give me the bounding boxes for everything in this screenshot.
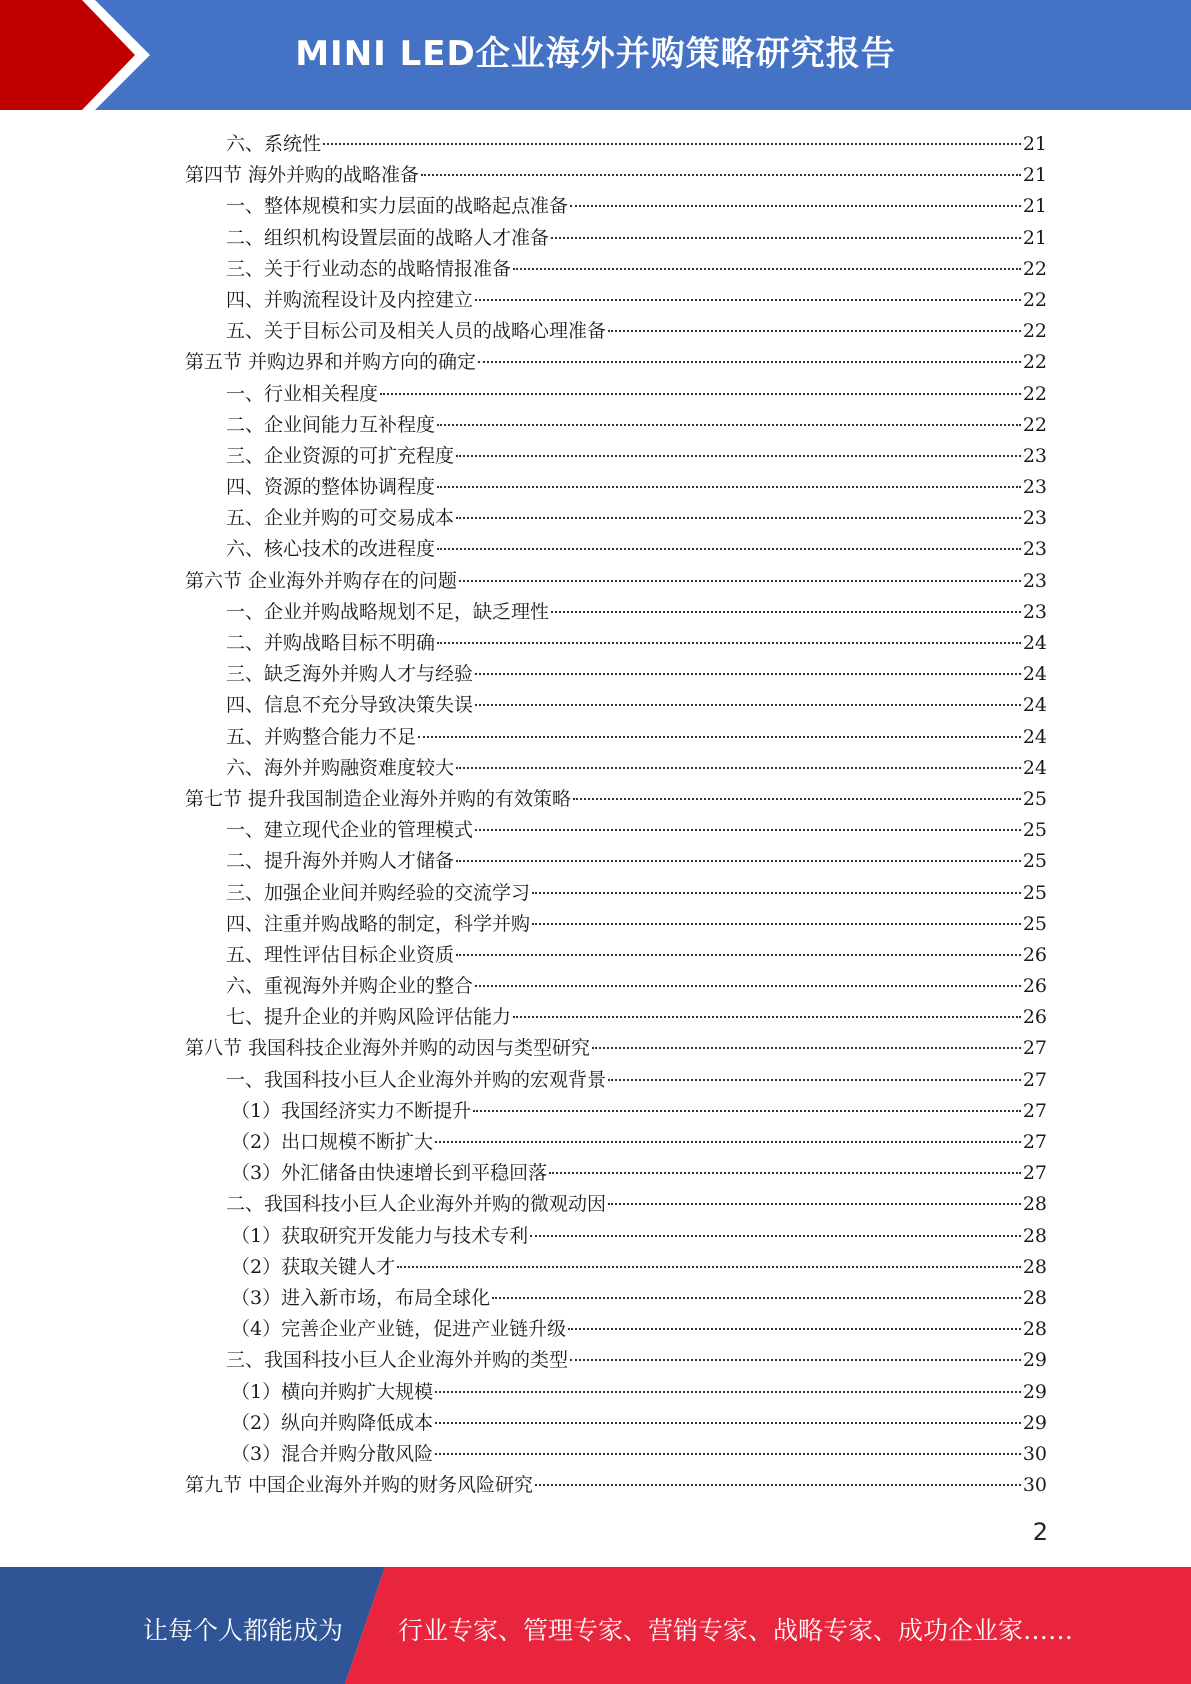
- toc-entry-label: 四、资源的整体协调程度: [226, 476, 436, 499]
- toc-entry[interactable]: [185, 846, 1047, 877]
- toc-dot-leader: [570, 205, 1021, 207]
- toc-entry-label: （3）外汇储备由快速增长到平稳回落: [231, 1162, 548, 1185]
- toc-entry-page: 22: [1022, 257, 1047, 280]
- toc-dot-leader: [456, 767, 1021, 769]
- toc-entry[interactable]: [185, 1127, 1047, 1158]
- toc-entry-label: 二、提升海外并购人才储备: [226, 850, 455, 873]
- toc-section-entry[interactable]: [185, 1470, 1047, 1501]
- toc-entry-label: 五、企业并购的可交易成本: [226, 507, 455, 530]
- toc-entry-label: 四、并购流程设计及内控建立: [226, 288, 474, 311]
- toc-dot-leader: [492, 1297, 1021, 1299]
- toc-dot-leader: [456, 860, 1021, 862]
- toc-dot-leader: [459, 580, 1021, 582]
- toc-dot-leader: [475, 985, 1021, 987]
- toc-dot-leader: [513, 268, 1021, 270]
- toc-entry-label: 一、企业并购战略规划不足，缺乏理性: [226, 600, 550, 623]
- toc-entry[interactable]: [185, 1408, 1047, 1439]
- toc-entry-page: 21: [1022, 226, 1047, 249]
- toc-section-entry[interactable]: [185, 784, 1047, 815]
- toc-entry-page: 22: [1022, 413, 1047, 436]
- toc-dot-leader: [437, 424, 1021, 426]
- toc-dot-leader: [437, 486, 1021, 488]
- toc-entry[interactable]: [185, 628, 1047, 659]
- toc-entry-label: 一、整体规模和实力层面的战略起点准备: [226, 195, 569, 218]
- toc-entry-label: （2）出口规模不断扩大: [231, 1131, 434, 1153]
- toc-entry-page: 24: [1022, 632, 1047, 654]
- toc-entry-page: 29: [1022, 1411, 1047, 1434]
- toc-entry[interactable]: [185, 1314, 1047, 1345]
- toc-dot-leader: [573, 798, 1021, 800]
- toc-entry-label: 第九节 中国企业海外并购的财务风险研究: [185, 1474, 534, 1497]
- toc-entry-page: 29: [1022, 1380, 1047, 1403]
- toc-entry-page: 26: [1022, 943, 1047, 966]
- toc-entry[interactable]: [185, 940, 1047, 971]
- toc-dot-leader: [456, 517, 1021, 519]
- toc-entry-page: 28: [1022, 1224, 1047, 1247]
- toc-entry[interactable]: [185, 441, 1047, 472]
- toc-entry-page: 25: [1022, 819, 1047, 842]
- toc-dot-leader: [608, 330, 1021, 332]
- toc-entry-page: 27: [1022, 1037, 1047, 1060]
- toc-entry-page: 23: [1022, 444, 1047, 467]
- toc-entry-page: 24: [1022, 694, 1047, 717]
- toc-entry-page: 28: [1022, 1193, 1047, 1216]
- toc-entry-label: 七、提升企业的并购风险评估能力: [226, 1006, 512, 1029]
- toc-entry-label: （3）进入新市场，布局全球化: [231, 1286, 491, 1309]
- toc-section-entry[interactable]: [185, 347, 1047, 378]
- toc-entry-label: 一、我国科技小巨人企业海外并购的宏观背景: [226, 1068, 607, 1091]
- toc-entry-label: （1）横向并购扩大规模: [231, 1380, 434, 1403]
- toc-entry-page: 28: [1022, 1255, 1047, 1278]
- toc-entry-label: 第七节 提升我国制造企业海外并购的有效策略: [185, 787, 572, 810]
- toc-entry[interactable]: [185, 1158, 1047, 1189]
- toc-entry[interactable]: [185, 534, 1047, 565]
- toc-dot-leader: [592, 1047, 1021, 1049]
- toc-entry[interactable]: [185, 254, 1047, 285]
- toc-entry-label: 一、行业相关程度: [226, 382, 379, 405]
- toc-dot-leader: [397, 1266, 1021, 1268]
- toc-dot-leader: [478, 361, 1021, 363]
- toc-entry-label: 四、信息不充分导致决策失误: [226, 694, 474, 717]
- toc-entry[interactable]: [185, 1189, 1047, 1220]
- toc-entry[interactable]: [185, 191, 1047, 222]
- toc-entry-label: 一、建立现代企业的管理模式: [226, 819, 474, 842]
- toc-entry-page: 25: [1022, 881, 1047, 904]
- toc-dot-leader: [421, 174, 1021, 176]
- toc-dot-leader: [473, 1110, 1021, 1112]
- toc-entry[interactable]: [185, 722, 1047, 753]
- toc-entry-label: 三、关于行业动态的战略情报准备: [226, 257, 512, 280]
- toc-entry-label: （3）混合并购分散风险: [231, 1442, 434, 1465]
- report-title: MINI LED企业海外并购策略研究报告: [295, 34, 896, 74]
- toc-entry-page: 22: [1022, 351, 1047, 374]
- toc-entry-page: 21: [1022, 133, 1047, 155]
- toc-entry-page: 27: [1022, 1068, 1047, 1091]
- toc-entry[interactable]: [185, 1002, 1047, 1033]
- toc-entry[interactable]: [185, 971, 1047, 1002]
- toc-entry-label: 五、理性评估目标企业资质: [226, 943, 455, 966]
- toc-entry-page: 26: [1022, 975, 1047, 998]
- toc-entry[interactable]: [185, 285, 1047, 316]
- toc-entry-label: 六、重视海外并购企业的整合: [226, 975, 474, 998]
- toc-entry-page: 22: [1022, 288, 1047, 311]
- toc-entry-label: 三、我国科技小巨人企业海外并购的类型: [226, 1349, 569, 1372]
- toc-dot-leader: [418, 736, 1021, 738]
- toc-entry-page: 23: [1022, 600, 1047, 623]
- toc-entry-page: 29: [1022, 1349, 1047, 1372]
- toc-dot-leader: [437, 548, 1021, 550]
- toc-entry-label: 六、系统性: [226, 133, 322, 155]
- toc-dot-leader: [570, 1359, 1021, 1361]
- toc-entry-label: 六、海外并购融资难度较大: [226, 756, 455, 779]
- toc-entry-page: 28: [1022, 1286, 1047, 1309]
- toc-entry-label: 五、关于目标公司及相关人员的战略心理准备: [226, 320, 607, 343]
- toc-entry-label: 四、注重并购战略的制定，科学并购: [226, 912, 531, 935]
- toc-dot-leader: [437, 642, 1021, 644]
- toc-section-entry[interactable]: [185, 566, 1047, 597]
- toc-entry-label: 二、组织机构设置层面的战略人才准备: [226, 226, 550, 249]
- toc-entry[interactable]: [185, 753, 1047, 784]
- toc-entry-label: 第八节 我国科技企业海外并购的动因与类型研究: [185, 1037, 591, 1060]
- toc-entry-label: 二、并购战略目标不明确: [226, 632, 436, 654]
- toc-dot-leader: [323, 143, 1021, 145]
- toc-section-entry[interactable]: [185, 1033, 1047, 1064]
- toc-entry-page: 25: [1022, 787, 1047, 810]
- toc-entry-page: 27: [1022, 1162, 1047, 1185]
- toc-dot-leader: [435, 1141, 1021, 1143]
- toc-entry[interactable]: [185, 909, 1047, 940]
- toc-dot-leader: [551, 611, 1021, 613]
- toc-entry-page: 25: [1022, 850, 1047, 873]
- toc-entry[interactable]: [185, 1345, 1047, 1376]
- toc-entry-label: （1）获取研究开发能力与技术专利: [231, 1224, 529, 1247]
- toc-entry-page: 22: [1022, 320, 1047, 343]
- toc-dot-leader: [608, 1203, 1021, 1205]
- toc-entry-page: 25: [1022, 912, 1047, 935]
- toc-entry-label: 第六节 企业海外并购存在的问题: [185, 569, 458, 592]
- toc-entry-page: 22: [1022, 382, 1047, 405]
- toc-entry-label: 三、加强企业间并购经验的交流学习: [226, 881, 531, 904]
- toc-dot-leader: [530, 1235, 1021, 1237]
- toc-dot-leader: [535, 1484, 1021, 1486]
- toc-entry-page: 23: [1022, 507, 1047, 530]
- toc-dot-leader: [513, 1016, 1021, 1018]
- toc-entry[interactable]: [185, 690, 1047, 721]
- toc-entry-page: 27: [1022, 1131, 1047, 1153]
- toc-entry-label: 第五节 并购边界和并购方向的确定: [185, 351, 477, 374]
- toc-entry-label: 六、核心技术的改进程度: [226, 538, 436, 561]
- toc-dot-leader: [435, 1453, 1021, 1455]
- toc-section-entry[interactable]: [185, 160, 1047, 191]
- toc-entry[interactable]: [185, 472, 1047, 503]
- page-footer: [0, 1567, 1191, 1684]
- toc-entry[interactable]: [185, 379, 1047, 410]
- toc-entry-page: 28: [1022, 1318, 1047, 1341]
- page-number: 2: [1032, 1518, 1048, 1546]
- toc-dot-leader: [475, 829, 1021, 831]
- toc-dot-leader: [551, 237, 1021, 239]
- toc-entry-label: 五、并购整合能力不足: [226, 725, 417, 748]
- toc-entry-page: 30: [1022, 1474, 1047, 1497]
- toc-entry[interactable]: [185, 1065, 1047, 1096]
- toc-entry-page: 27: [1022, 1099, 1047, 1122]
- toc-entry-label: （1）我国经济实力不断提升: [231, 1099, 472, 1122]
- toc-entry-page: 21: [1022, 164, 1047, 187]
- toc-dot-leader: [435, 1422, 1021, 1424]
- toc-entry-label: 三、企业资源的可扩充程度: [226, 444, 455, 467]
- toc-entry-label: （4）完善企业产业链，促进产业链升级: [231, 1318, 567, 1341]
- toc-entry-page: 23: [1022, 476, 1047, 499]
- footer-slogan-left: 让每个人都能成为: [143, 1616, 344, 1645]
- toc-entry[interactable]: [185, 503, 1047, 534]
- toc-dot-leader: [532, 923, 1021, 925]
- toc-entry[interactable]: [185, 1096, 1047, 1127]
- footer-slogan-right: 行业专家、管理专家、营销专家、战略专家、成功企业家……: [398, 1616, 1074, 1645]
- toc-entry[interactable]: [185, 597, 1047, 628]
- toc-entry[interactable]: [185, 129, 1047, 160]
- toc-dot-leader: [608, 1079, 1021, 1081]
- toc-entry-page: 21: [1022, 195, 1047, 218]
- table-of-contents: [185, 129, 1047, 1501]
- toc-entry-label: 三、缺乏海外并购人才与经验: [226, 663, 474, 686]
- toc-entry[interactable]: [185, 1252, 1047, 1283]
- toc-dot-leader: [435, 1391, 1021, 1393]
- toc-entry-page: 24: [1022, 756, 1047, 779]
- toc-entry-page: 24: [1022, 725, 1047, 748]
- toc-entry[interactable]: [185, 1377, 1047, 1408]
- toc-entry[interactable]: [185, 878, 1047, 909]
- toc-dot-leader: [456, 455, 1021, 457]
- toc-dot-leader: [380, 393, 1021, 395]
- toc-entry-page: 23: [1022, 538, 1047, 561]
- toc-entry-label: （2）获取关键人才: [231, 1255, 396, 1278]
- toc-entry-page: 26: [1022, 1006, 1047, 1029]
- toc-entry[interactable]: [185, 316, 1047, 347]
- toc-entry[interactable]: [185, 815, 1047, 846]
- toc-entry[interactable]: [185, 1283, 1047, 1314]
- toc-entry-page: 23: [1022, 569, 1047, 592]
- toc-entry-label: 第四节 海外并购的战略准备: [185, 164, 420, 187]
- toc-dot-leader: [475, 299, 1021, 301]
- toc-entry[interactable]: [185, 223, 1047, 254]
- toc-dot-leader: [532, 892, 1021, 894]
- toc-entry[interactable]: [185, 410, 1047, 441]
- page-header: [0, 0, 1191, 110]
- toc-dot-leader: [568, 1328, 1021, 1330]
- toc-entry-label: 二、企业间能力互补程度: [226, 413, 436, 436]
- toc-dot-leader: [475, 704, 1021, 706]
- toc-entry[interactable]: [185, 1439, 1047, 1470]
- toc-entry-page: 24: [1022, 663, 1047, 686]
- toc-dot-leader: [549, 1172, 1021, 1174]
- toc-dot-leader: [475, 673, 1021, 675]
- toc-entry[interactable]: [185, 1221, 1047, 1252]
- toc-entry-page: 30: [1022, 1442, 1047, 1465]
- toc-entry[interactable]: [185, 659, 1047, 690]
- toc-dot-leader: [456, 954, 1021, 956]
- toc-entry-label: 二、我国科技小巨人企业海外并购的微观动因: [226, 1193, 607, 1216]
- toc-entry-label: （2）纵向并购降低成本: [231, 1411, 434, 1434]
